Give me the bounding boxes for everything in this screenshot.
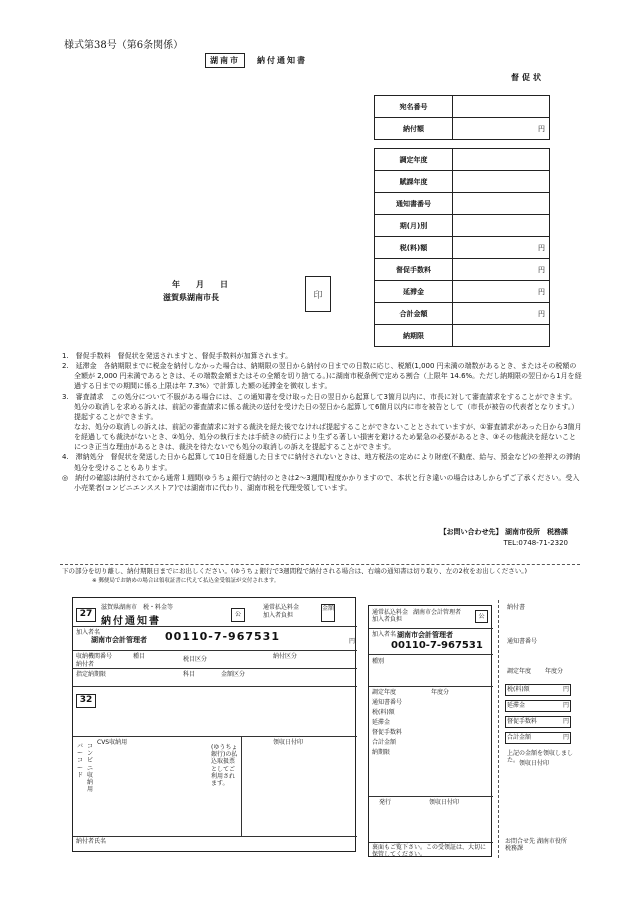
row-label: 調定年度 [372, 689, 397, 696]
account-number: 00110-7-967531 [391, 640, 483, 651]
row-label: 延滞金 [372, 719, 391, 726]
header3: 湖南市会計管理者 [413, 609, 462, 616]
text: 円 [453, 259, 550, 281]
stub-title: 納付書 [507, 604, 526, 611]
date-line: 年 月 日 [172, 280, 228, 289]
text: 合計金額 [375, 303, 453, 325]
kin: 金額 [321, 604, 335, 622]
notice-title: 納付通知書 [257, 56, 307, 65]
table-row [375, 149, 550, 171]
note-3b: なお、処分の取消しの訴えは、前記の審査請求に対する裁決を経た後でなければ提起することができないこととされていますが、①審査請求があった日から3箇月を経過しても裁決がないとき、②処分、処分の執行または手続きの続行により生ずる著しい損害を避けるため緊急の必要があるとき、③その他裁決を経ないことにつき正当な理由があるときは、裁決を待たないでも処分の取消しの訴えを提起することができます。 [74, 422, 582, 452]
row-label: 合計金額 [372, 739, 397, 746]
kind2: 加入者負担 [263, 612, 294, 619]
cut-line [60, 564, 580, 565]
cut-note: ※ 郵便局でお納めの場合は領収証書に代えて払込金受領証が交付されます。 [92, 578, 280, 584]
receipt-stamp: 領収日付印 [273, 739, 304, 746]
cvs-label: CVS収納用 [97, 739, 128, 746]
text: 延滞金 [507, 702, 526, 709]
text: 円 [453, 118, 550, 140]
text: 円 [562, 702, 569, 709]
row-label: 科目 [183, 671, 196, 678]
account-number: 00110-7-967531 [165, 630, 280, 643]
text: 税(料)額 [507, 686, 530, 693]
text: 合計金額 [507, 734, 532, 741]
text [453, 215, 550, 237]
note-1: 1. 督促手数料 督促状を発送されますと、督促手数料が加算されます。 [62, 352, 293, 360]
stub-notice: 上記の金額を領収しました。 [507, 750, 574, 765]
stamp-note: (ゆうちょ銀行)の払込取扱票としてご利用されます。 [211, 744, 238, 787]
table-row [375, 215, 550, 237]
text [453, 193, 550, 215]
conv-label: コンビニ収納用 [87, 743, 94, 794]
table-row [375, 237, 550, 259]
text: 督促手数料 [375, 259, 453, 281]
notes [62, 351, 582, 493]
top-table [374, 95, 550, 140]
table-row [375, 171, 550, 193]
stub-year: 調定年度 [507, 668, 532, 675]
kou-mark: 公 [475, 610, 488, 623]
tantou: 種別 [372, 658, 385, 665]
table-row [375, 118, 550, 140]
row-label: 指定納期限 [76, 671, 107, 678]
table-row [375, 303, 550, 325]
nendo: 年度分 [431, 689, 450, 696]
stub-nendo: 年度分 [545, 668, 564, 675]
row-label: 督促手数料 [372, 729, 403, 736]
account-label: 加入者名 [372, 631, 397, 638]
slip-stub [498, 600, 573, 858]
account-name: 湖南市会計管理者 [91, 636, 147, 644]
text: 賦課年度 [375, 171, 453, 193]
slip-payment-notice [72, 597, 356, 852]
barcode-label: バーコード [77, 743, 84, 779]
row-label: 税(料)額 [372, 709, 395, 716]
text: 円 [453, 281, 550, 303]
note-5: ◎ 納付の確認は納付されてから通常１週間(ゆうちょ銀行で納付のときは2～3週間)程度かかりますので、本状と行き違いの場合はあしからずご了承ください。受入小売業者(コンビニエンスストア)では湖南市に代わり、湖南市税を代理受領しています。 [62, 473, 580, 492]
text: 円 [453, 237, 550, 259]
kou-mark: 公 [231, 608, 245, 622]
row-label: 種目 [133, 653, 146, 660]
text: 円 [562, 718, 569, 725]
header1: 通常払込料金 [372, 609, 409, 616]
table-row [375, 96, 550, 118]
stub-row [505, 716, 571, 728]
payer-label: 納付者氏名 [76, 838, 107, 845]
stub-footer: お問合せ先 湖南市役所税務課 [505, 838, 567, 853]
account-label: 加入者名 [76, 629, 101, 636]
stub-row [505, 684, 571, 696]
slip-issuer: 滋賀県湖南市 税・料金等 [101, 604, 174, 611]
table-row [375, 259, 550, 281]
table-row [375, 325, 550, 347]
footer: 裏面もご覧下さい。この受領証は、大切に保管してください。 [372, 844, 487, 859]
text: 円 [562, 734, 569, 741]
text [453, 171, 550, 193]
row-label: 収納機関番号 [76, 653, 113, 660]
text [453, 96, 550, 118]
stub-receipt: 領収日付印 [519, 760, 550, 767]
tokusoku-title: 督促状 [511, 73, 544, 82]
text: 調定年度 [375, 149, 453, 171]
receipt-stamp: 領収日付印 [429, 799, 460, 806]
text: 納期限 [375, 325, 453, 347]
main-table [374, 148, 550, 347]
issue: 発行 [379, 799, 392, 806]
row-label: 納期限 [372, 749, 391, 756]
stub-sub: 通知書番号 [507, 638, 538, 645]
slip-title: 納付通知書 [101, 616, 161, 627]
table-row [375, 281, 550, 303]
stub-row [505, 732, 571, 744]
text: 税(料)額 [375, 237, 453, 259]
text: 通知書番号 [375, 193, 453, 215]
text: 延滞金 [375, 281, 453, 303]
text [453, 325, 550, 347]
text [453, 149, 550, 171]
slip-code: 27 [76, 608, 96, 622]
seal-box: 印 [305, 276, 331, 312]
text: 期(月)別 [375, 215, 453, 237]
issuer: 滋賀県湖南市長 [163, 293, 219, 302]
contact: 【お問い合わせ先】 湖南市役所 税務課 [439, 528, 568, 536]
kind1: 通常払込料金 [263, 604, 300, 611]
row-label: 税目区分 [183, 656, 208, 663]
stub-row [505, 700, 571, 712]
form-number: 様式第38号（第6条関係） [64, 40, 184, 51]
note-3: 3. 審査請求 この処分について不服がある場合には、この通知書を受け取った日の翌日から起算して3箇月以内に、市長に対して審査請求をすることができます。処分の取消しを求める訴えは、前記の審査請求に係る裁決の送付を受けた日の翌日から起算して6箇月以内に市を被告として（市長が被告の代表者となります。）提起することができます。 [62, 392, 579, 421]
header2: 加入者負担 [372, 616, 403, 623]
text: 円 [562, 686, 569, 693]
text: 円 [453, 303, 550, 325]
account-name: 湖南市会計管理者 [397, 631, 453, 639]
table-row [375, 193, 550, 215]
text: 督促手数料 [507, 718, 538, 725]
cut-instruction: 下の部分を切り離し、納付期限日までにお出しください。(ゆうちょ銀行で3週間程で納付される場合は、右端の通知書は切り取り、左の2枚をお出しください。) [62, 567, 528, 575]
text: 宛名番号 [375, 96, 453, 118]
row-label: 通知書番号 [372, 699, 403, 706]
city-box: 湖南市 [205, 53, 245, 68]
note-4: 4. 滞納処分 督促状を発送した日から起算して10日を経過した日までに納付されないときは、地方税法の定めにより財産(不動産、給与、預金など)の差押えの滞納処分を受けることもあります。 [62, 453, 581, 472]
tel: TEL:0748-71-2320 [503, 539, 568, 547]
slip-receipt [368, 605, 492, 857]
slip-code-2: 32 [76, 694, 96, 708]
text: 納付額 [375, 118, 453, 140]
header [205, 53, 307, 68]
note-2: 2. 延滞金 各納期限までに税金を納付しなかった場合は、納期限の翌日から納付の日までの日数に応じ、税額(1,000 円未満の端数があるとき、またはその税額の全額が 2,000 円未満であるときは、その端数金額またはその全額を切り捨てる。)に湖南市税条例で定める割合（上限年 14.6%。ただし納期限の翌日から1月を経過する日までの期間に係る上限は年 7.3%）で計算した額の延滞金を徴収します。 [62, 362, 582, 391]
yen: 円 [349, 638, 356, 645]
row-label: 金額区分 [221, 671, 246, 678]
row-label: 納付区分 [273, 653, 298, 660]
row-label: 納付者 [76, 661, 95, 668]
